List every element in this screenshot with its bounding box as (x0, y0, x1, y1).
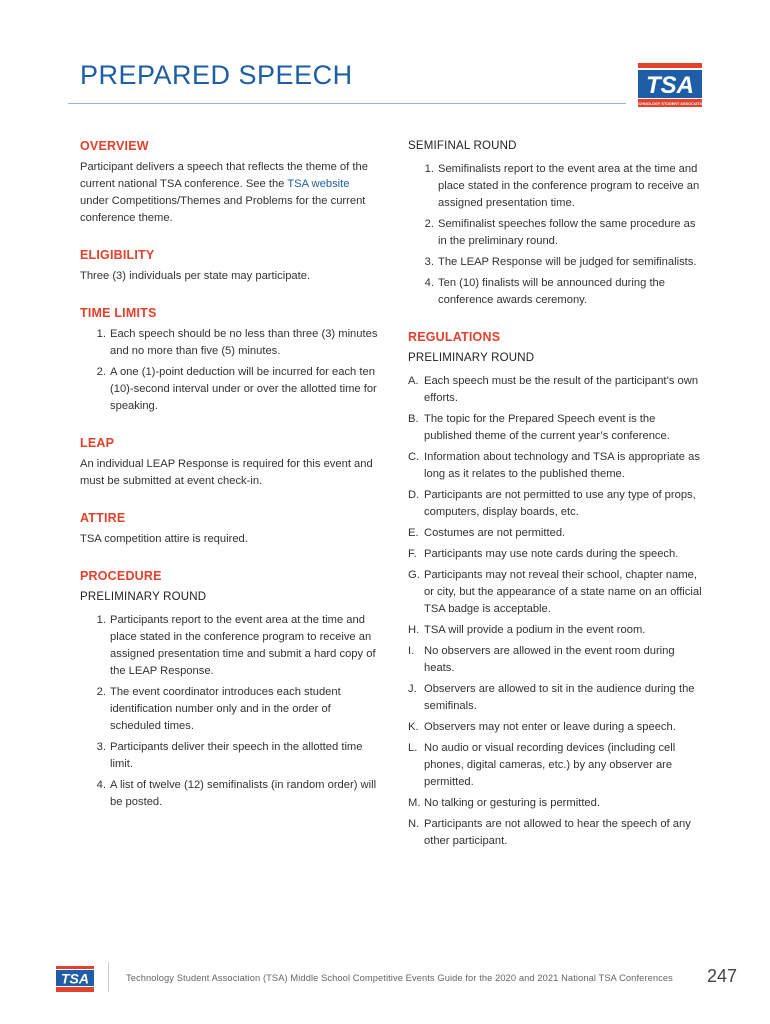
item-letter: D. (408, 489, 420, 501)
leap-text: An individual LEAP Response is required for this event and must be submitted at event check-in. (80, 458, 373, 487)
list-item (408, 373, 706, 407)
semifinal-round-section (408, 138, 706, 309)
item-letter: I. (408, 645, 415, 657)
item-letter: E. (408, 527, 419, 539)
overview-text-before: Participant delivers a speech that reflects the theme of the current national TSA conference. See the (80, 161, 368, 190)
item-number: 1. (424, 163, 434, 175)
list-item (408, 254, 706, 271)
list-item (80, 777, 380, 811)
list-item (408, 643, 706, 677)
leap-section (80, 435, 380, 490)
item-text: Semifinalist speeches follow the same procedure as in the preliminary round. (438, 218, 696, 247)
attire-text: TSA competition attire is required. (80, 533, 248, 545)
item-letter: H. (408, 624, 420, 636)
right-column (408, 138, 706, 854)
eligibility-heading: ELIGIBILITY (80, 248, 155, 262)
item-number: 1. (96, 328, 106, 340)
item-letter: B. (408, 413, 419, 425)
page-title: PREPARED SPEECH (80, 60, 353, 90)
regulations-heading: REGULATIONS (408, 330, 501, 344)
footer-logo-text: TSA (61, 970, 89, 987)
attire-heading: ATTIRE (80, 511, 126, 525)
procedure-heading: PROCEDURE (80, 569, 162, 583)
leap-heading: LEAP (80, 436, 115, 450)
overview-text-after: under Competitions/Themes and Problems for the current conference theme. (80, 195, 366, 224)
title-divider (68, 103, 626, 104)
footer-tsa-logo (56, 966, 94, 992)
item-text: Each speech should be no less than three (3) minutes and no more than five (5) minutes. (110, 328, 378, 357)
regulations-preliminary-heading: PRELIMINARY ROUND (408, 352, 535, 364)
procedure-preliminary-heading: PRELIMINARY ROUND (80, 591, 207, 603)
eligibility-section (80, 247, 380, 285)
overview-heading: OVERVIEW (80, 139, 149, 153)
tsa-logo (633, 63, 707, 107)
footer-text: Technology Student Association (TSA) Middle School Competitive Events Guide for the 2020 and 2021 National TSA Conferences (126, 973, 673, 983)
overview-text (80, 159, 380, 227)
item-text: Ten (10) finalists will be announced during the conference awards ceremony. (438, 277, 665, 306)
procedure-section (80, 568, 380, 811)
item-letter: C. (408, 451, 420, 463)
item-letter: M. (408, 797, 421, 809)
regulations-list (408, 373, 706, 850)
list-item (80, 612, 380, 680)
time-limits-heading: TIME LIMITS (80, 306, 157, 320)
footer-divider (108, 962, 109, 992)
item-number: 3. (96, 741, 106, 753)
item-text: Information about technology and TSA is appropriate as long as it relates to the published theme. (424, 451, 700, 480)
item-text: Each speech must be the result of the participant’s own efforts. (424, 375, 699, 404)
logo-subtitle: TECHNOLOGY STUDENT ASSOCIATION (633, 102, 707, 107)
time-limits-list (80, 326, 380, 415)
item-text: Participants are not allowed to hear the speech of any other participant. (424, 818, 691, 847)
list-item (408, 795, 706, 812)
item-text: A one (1)-point deduction will be incurred for each ten (10)-second interval under or over the allotted time for speaking. (110, 366, 377, 412)
item-number: 4. (96, 779, 106, 791)
list-item (408, 719, 706, 736)
item-text: Participants may not reveal their school, chapter name, or city, but the appearance of a state name on an official TSA badge is acceptable. (424, 569, 702, 615)
item-text: Observers may not enter or leave during a speech. (424, 721, 676, 733)
item-letter: K. (408, 721, 419, 733)
semifinal-round-list (408, 161, 706, 309)
item-number: 1. (96, 614, 106, 626)
time-limits-section (80, 305, 380, 415)
item-number: 2. (96, 686, 106, 698)
logo-text: TSA (646, 72, 694, 99)
item-text: Observers are allowed to sit in the audience during the semifinals. (424, 683, 695, 712)
list-item (80, 684, 380, 735)
item-letter: N. (408, 818, 420, 830)
overview-section (80, 138, 380, 227)
item-number: 2. (424, 218, 434, 230)
semifinal-round-heading: SEMIFINAL ROUND (408, 140, 517, 152)
list-item (408, 740, 706, 791)
item-text: Participants report to the event area at the time and place stated in the conference program to receive an assigned presentation time and submit a hard copy of the LEAP Response. (110, 614, 376, 677)
left-column (80, 138, 380, 815)
item-letter: L. (408, 742, 418, 754)
item-text: No observers are allowed in the event room during heats. (424, 645, 675, 674)
procedure-preliminary-list (80, 612, 380, 811)
item-text: Participants may use note cards during the speech. (424, 548, 679, 560)
item-letter: F. (408, 548, 417, 560)
item-text: The event coordinator introduces each student identification number only and in the order of scheduled times. (110, 686, 341, 732)
page-number: 247 (707, 966, 738, 986)
item-text: Participants deliver their speech in the allotted time limit. (110, 741, 363, 770)
list-item (408, 216, 706, 250)
item-number: 4. (424, 277, 434, 289)
list-item (408, 275, 706, 309)
tsa-website-link[interactable]: TSA website (287, 178, 350, 190)
eligibility-text: Three (3) individuals per state may participate. (80, 270, 311, 282)
item-number: 2. (96, 366, 106, 378)
list-item (408, 411, 706, 445)
list-item (408, 567, 706, 618)
list-item (80, 326, 380, 360)
item-text: The LEAP Response will be judged for semifinalists. (438, 256, 697, 268)
list-item (408, 449, 706, 483)
item-text: Costumes are not permitted. (424, 527, 566, 539)
list-item (408, 622, 706, 639)
list-item (80, 739, 380, 773)
list-item (408, 546, 706, 563)
list-item (408, 681, 706, 715)
item-number: 3. (424, 256, 434, 268)
regulations-section (408, 329, 706, 850)
item-letter: A. (408, 375, 419, 387)
list-item (408, 161, 706, 212)
list-item (408, 525, 706, 542)
item-text: The topic for the Prepared Speech event is the published theme of the current year’s conference. (424, 413, 670, 442)
item-text: No talking or gesturing is permitted. (424, 797, 600, 809)
item-letter: G. (408, 569, 420, 581)
item-text: A list of twelve (12) semifinalists (in random order) will be posted. (110, 779, 377, 808)
item-text: Participants are not permitted to use any type of props, computers, display boards, etc. (424, 489, 696, 518)
item-text: No audio or visual recording devices (including cell phones, digital cameras, etc.) by any observer are permitted. (424, 742, 676, 788)
attire-section (80, 510, 380, 548)
list-item (408, 487, 706, 521)
item-letter: J. (408, 683, 417, 695)
item-text: TSA will provide a podium in the event room. (424, 624, 646, 636)
list-item (80, 364, 380, 415)
list-item (408, 816, 706, 850)
item-text: Semifinalists report to the event area at the time and place stated in the conference program to receive an assigned presentation time. (438, 163, 700, 209)
